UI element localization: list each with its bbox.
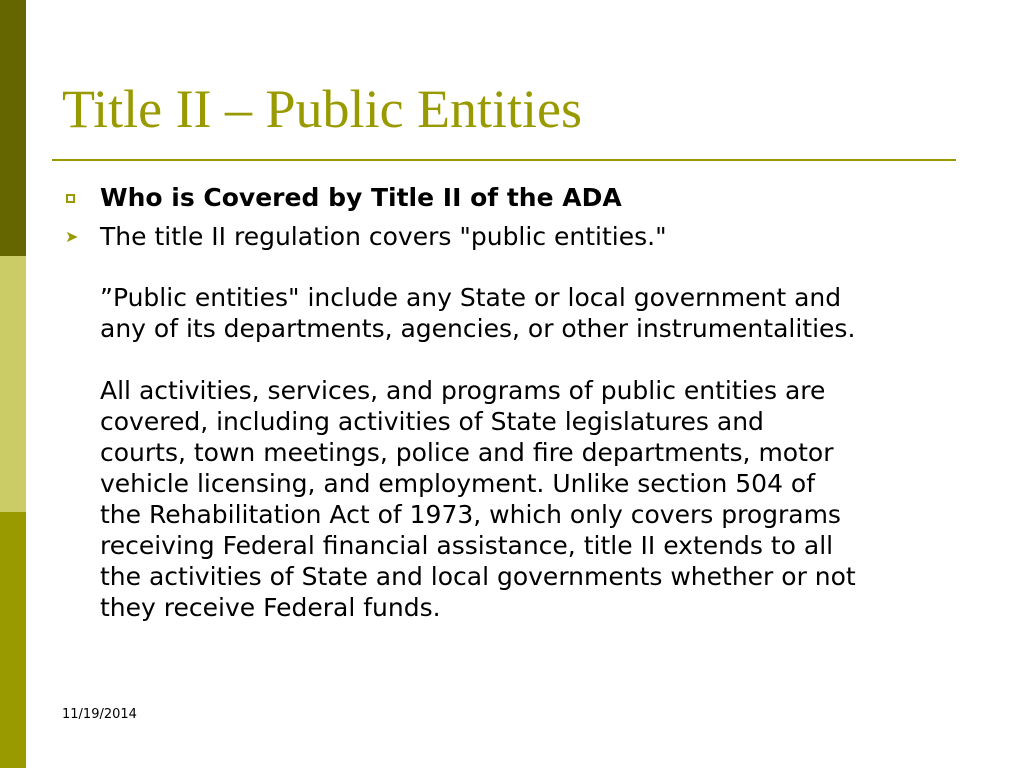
left-band-top [0, 0, 26, 256]
bullet-text: Who is Covered by Title II of the ADA [100, 183, 622, 212]
body-paragraph: ”Public entities" include any State or local government and any of its departments, agencies, or other instrumentalities. [100, 283, 856, 343]
left-band-middle [0, 256, 26, 512]
bullet-item [60, 221, 990, 252]
left-band-bottom [0, 512, 26, 768]
bullet-item [60, 182, 990, 213]
title-divider [52, 159, 956, 161]
square-bullet-icon [66, 194, 75, 203]
bullet-text: The title II regulation covers "public entities." [100, 222, 667, 251]
slide-title: Title II – Public Entities [62, 79, 583, 139]
slide-date: 11/19/2014 [62, 707, 137, 722]
arrow-bullet-icon: ➤ [65, 227, 79, 246]
body-paragraph: All activities, services, and programs of public entities are covered, including activities of State legislatures and courts, town meetings, police and fire departments, motor vehicle licensing, and employment. Unlike section 504 of the Rehabilitation Act of 1973, which only covers programs receiving Federal financial assistance, title II extends to all the activities of State and local governments whether or not they receive Federal funds. [100, 376, 856, 622]
slide-body [60, 182, 990, 623]
